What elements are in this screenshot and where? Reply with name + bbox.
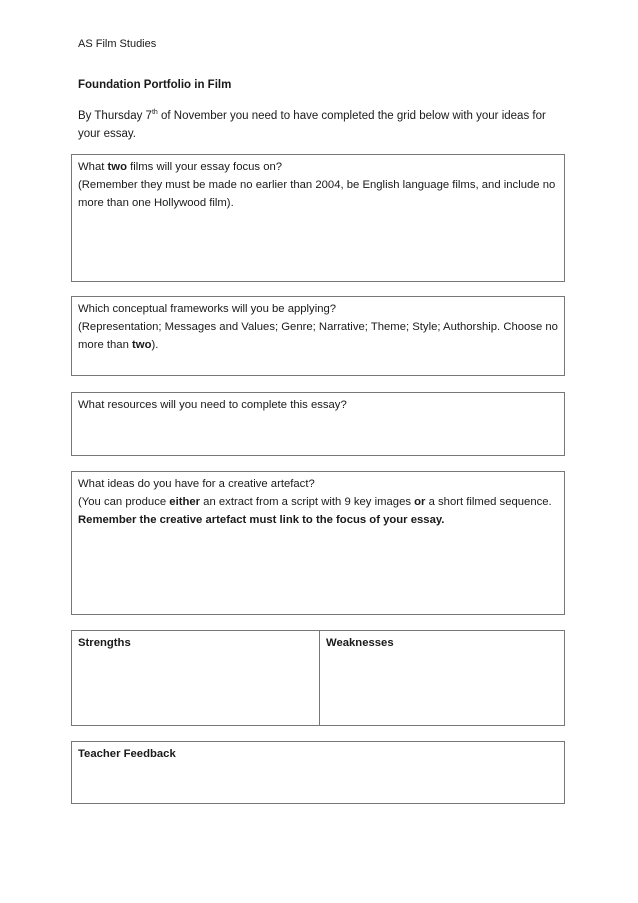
artefact-note-either: either	[169, 496, 201, 508]
resources-box[interactable]	[71, 392, 565, 456]
course-header: AS Film Studies	[78, 38, 157, 50]
weaknesses-cell[interactable]: Weaknesses	[326, 637, 394, 649]
films-question-bold: two	[107, 161, 127, 173]
films-question	[78, 158, 558, 176]
intro-superscript: th	[151, 109, 158, 117]
document-title: Foundation Portfolio in Film	[78, 79, 232, 91]
strengths-cell[interactable]: Strengths	[72, 631, 320, 725]
frameworks-note-post: ).	[151, 339, 159, 351]
artefact-note-3: an extract from a script with 9 key images	[200, 496, 415, 508]
frameworks-note-bold: two	[132, 339, 152, 351]
artefact-note-5: a short filmed sequence.	[425, 496, 552, 508]
creative-artefact-box[interactable]	[71, 471, 565, 615]
resources-question: What resources will you need to complete this essay?	[78, 399, 347, 411]
frameworks-question: Which conceptual frameworks will you be applying?	[78, 303, 337, 315]
films-focus-box[interactable]	[71, 154, 565, 282]
artefact-note-remember: Remember the creative artefact must link to the focus of your essay.	[78, 514, 445, 526]
artefact-note-or: or	[414, 496, 426, 508]
intro-text-start: By Thursday 7	[78, 110, 152, 122]
artefact-question: What ideas do you have for a creative artefact?	[78, 478, 315, 490]
films-note: (Remember they must be made no earlier than 2004, be English language films, and include no more than one Hollywood film).	[78, 179, 556, 209]
artefact-note-1: (You can produce	[78, 496, 170, 508]
films-question-post: films will your essay focus on?	[126, 161, 283, 173]
frameworks-note	[78, 318, 558, 354]
frameworks-box[interactable]	[71, 296, 565, 376]
intro-paragraph	[78, 107, 558, 143]
teacher-feedback-box[interactable]: Teacher Feedback	[71, 741, 565, 804]
strengths-weaknesses-grid	[71, 630, 565, 726]
films-question-pre: What	[78, 161, 108, 173]
intro-text-end: of November you need to have completed the grid below with your ideas for your essay.	[78, 110, 546, 140]
frameworks-note-pre: (Representation; Messages and Values; Genre; Narrative; Theme; Style; Authorship. Choose no more than	[78, 321, 558, 351]
artefact-note	[78, 493, 558, 529]
